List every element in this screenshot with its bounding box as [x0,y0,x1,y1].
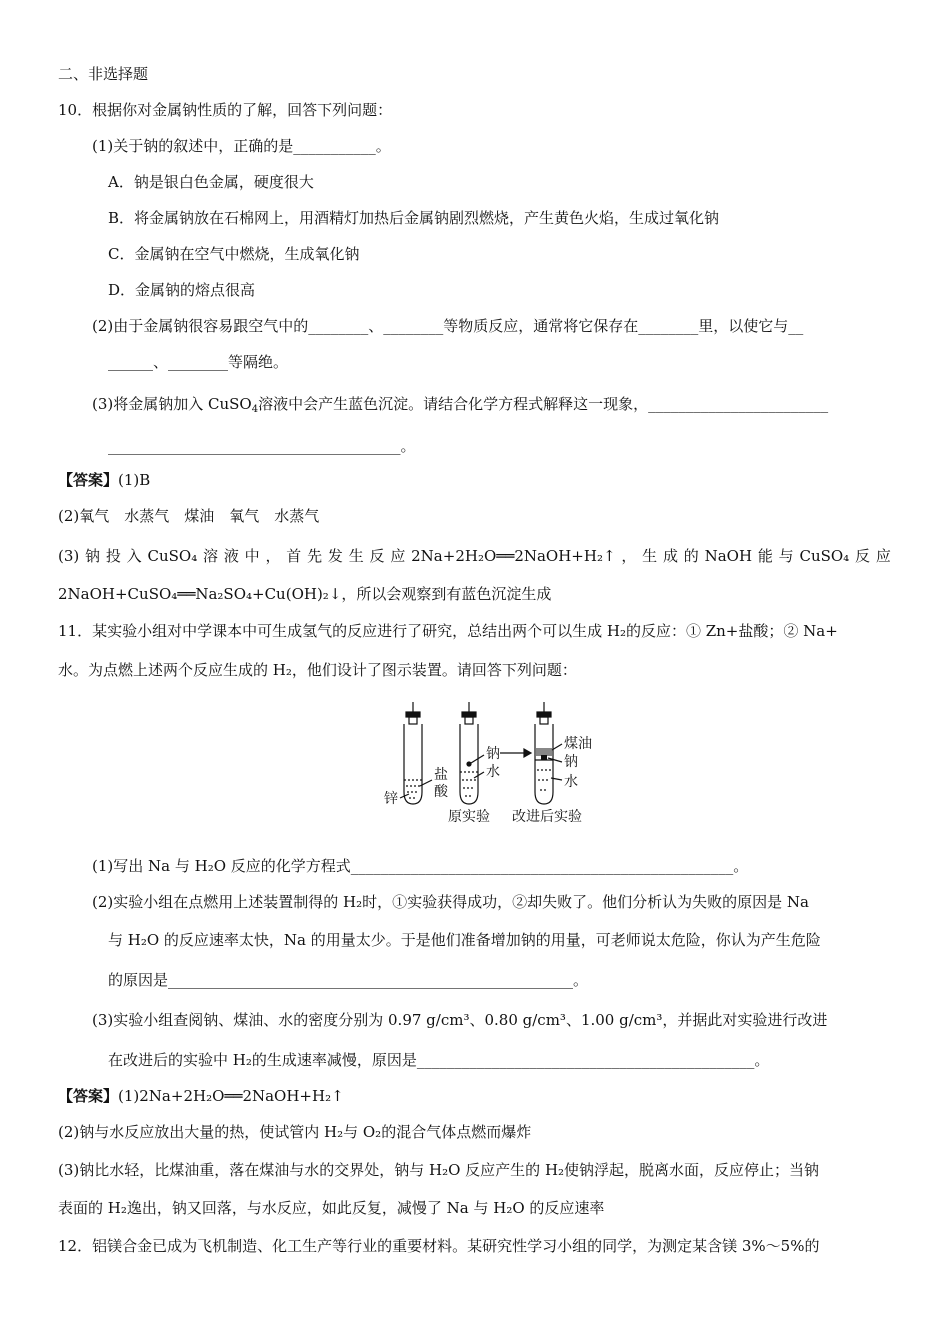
answer-token: 中 [244,547,260,565]
q10-answer-line3 [58,546,891,566]
q10-option-b: B．将金属钠放在石棉网上，用酒精灯加热后金属钠剧烈燃烧，产生黄色火焰，生成过氧化钠 [108,209,720,227]
label-acid-2: 酸 [434,784,448,800]
answer-token: 2Na+2H₂O══2NaOH+H₂↑ [411,547,616,565]
q10-part2-line2: ______、________等隔绝。 [108,353,289,371]
q10-part3-line2: _______________________________________。 [108,437,416,455]
q11-part2-line2: 与 H₂O 的反应速率太快，Na 的用量太少。于是他们准备增加钠的用量，可老师说太危险，你认为产生危险 [108,931,821,949]
apparatus-figure [378,700,608,830]
answer-label: 【答案】 [58,471,119,489]
caption-improved-experiment: 改进后实验 [512,809,582,825]
answer-token: 溶 [203,547,219,565]
q11-answer-line1: 【答案】(1)2Na+2H₂O══2NaOH+H₂↑ [58,1087,344,1105]
answer-token: ， [265,547,281,565]
q10-option-c: C．金属钠在空气中燃烧，生成氧化钠 [108,245,360,263]
q10-answer-line1: 【答案】(1)B [58,471,151,489]
answer-token: 应 [390,547,406,565]
answer-token: 入 [126,547,142,565]
answer-token: NaOH [704,547,753,565]
q10-answer-line2: (2)氧气 水蒸气 煤油 氧气 水蒸气 [58,507,320,525]
answer-token: 的 [683,547,699,565]
answer-token: ， [621,547,637,565]
answer-token: 成 [662,547,678,565]
label-sodium-improved: 钠 [564,754,578,770]
label-sodium: 钠 [486,746,500,762]
q11-answer-line3: (3)钠比水轻，比煤油重，落在煤油与水的交界处，钠与 H₂O 反应产生的 H₂使钠浮起，脱离水面，反应停止；当钠 [58,1161,820,1179]
q11-answer-line4: 表面的 H₂逸出，钠又回落，与水反应，如此反复，减慢了 Na 与 H₂O 的反应速率 [58,1199,605,1217]
q10-stem: 10．根据你对金属钠性质的了解，回答下列问题： [58,101,393,119]
answer-label: 【答案】 [58,1087,119,1105]
answer-token: CuSO₄ [799,547,850,565]
q10-part2-line1: (2)由于金属钠很容易跟空气中的________、________等物质反应，通常将它保存在________里，以使它与__ [92,317,804,335]
tube-kerosene-sodium-water [535,702,562,804]
q11-part2-line1: (2)实验小组在点燃用上述装置制得的 H₂时，①实验获得成功，②却失败了。他们分析认为失败的原因是 Na [92,893,809,911]
q11-part3-line1: (3)实验小组查阅钠、煤油、水的密度分别为 0.97 g/cm³、0.80 g/cm³、1.00 g/cm³，并据此对实验进行改进 [92,1011,828,1029]
test-tubes-diagram [378,700,608,830]
answer-token: 生 [348,547,364,565]
answer-token: 反 [855,547,871,565]
label-water-improved: 水 [564,774,578,790]
answer-token: 钠 [85,547,101,565]
q10-part3-line1: (3)将金属钠加入 CuSO$_4$溶液中会产生蓝色沉淀。请结合化学方程式解释这一现象，________________________ [92,395,829,415]
tube-sodium-water [460,702,484,804]
answer-token: 首 [286,547,302,565]
label-kerosene: 煤油 [564,736,592,752]
caption-original-experiment: 原实验 [448,809,490,825]
label-zinc: 锌 [384,791,398,807]
q11-part2-line3: 的原因是______________________________________________________。 [108,971,589,989]
answer-token: 发 [327,547,343,565]
answer-token: 投 [105,547,121,565]
answer-token: (3) [58,547,80,565]
arrow-icon [500,749,531,757]
q11-part1: (1)写出 Na 与 H₂O 反应的化学方程式___________________________________________________。 [92,857,749,875]
answer-token: 与 [778,547,794,565]
tube-zinc-acid [400,702,432,804]
q12-stem: 12．铝镁合金已成为飞机制造、化工生产等行业的重要材料。某研究性学习小组的同学，为测定某含镁 3%～5%的 [58,1237,820,1255]
answer-token: 先 [307,547,323,565]
q11-stem-line2: 水。为点燃上述两个反应生成的 H₂，他们设计了图示装置。请回答下列问题： [58,661,577,679]
q10-option-a: A．钠是银白色金属，硬度很大 [108,173,314,191]
answer-token: CuSO₄ [147,547,198,565]
answer-token: 液 [223,547,239,565]
answer-token: 生 [642,547,658,565]
answer-token: 反 [369,547,385,565]
answer-token: 能 [757,547,773,565]
q11-part3-line2: 在改进后的实验中 H₂的生成速率减慢，原因是_____________________________________________。 [108,1051,770,1069]
q10-part1: (1)关于钠的叙述中，正确的是___________。 [92,137,391,155]
label-water: 水 [486,764,500,780]
q10-answer-line4: 2NaOH+CuSO₄══Na₂SO₄+Cu(OH)₂↓，所以会观察到有蓝色沉淀生成 [58,585,552,603]
section-heading: 二、非选择题 [58,65,149,83]
q10-option-d: D．金属钠的熔点很高 [108,281,256,299]
label-acid-1: 盐 [434,767,448,783]
q11-answer-line2: (2)钠与水反应放出大量的热，使试管内 H₂与 O₂的混合气体点燃而爆炸 [58,1123,532,1141]
q11-stem-line1: 11．某实验小组对中学课本中可生成氢气的反应进行了研究，总结出两个可以生成 H₂的反应：① Zn+盐酸；② Na+ [58,622,838,640]
answer-token: 应 [875,547,891,565]
